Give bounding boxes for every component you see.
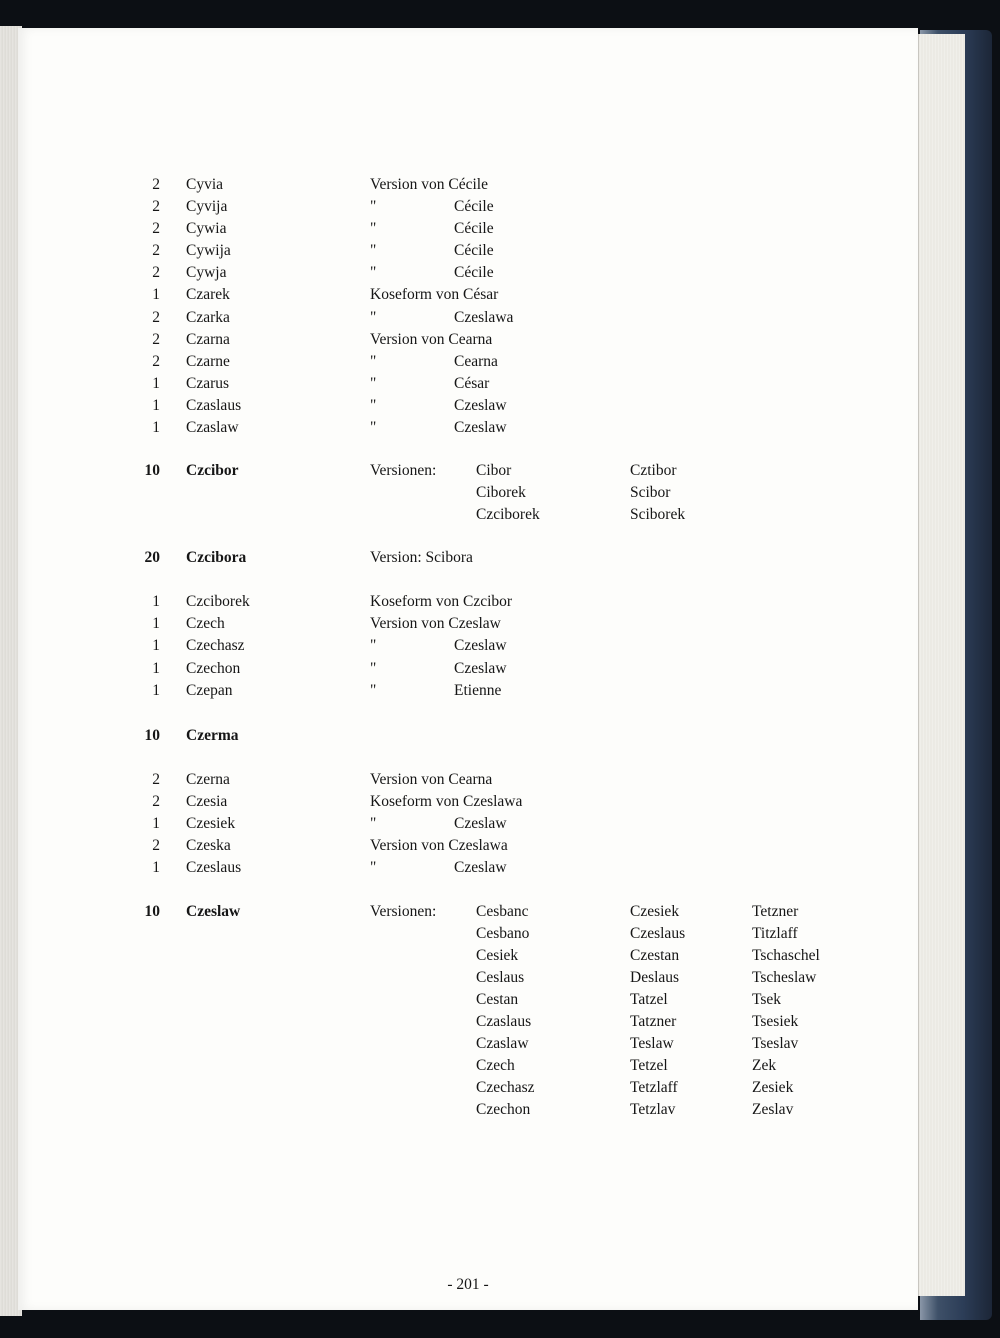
entry-row <box>18 857 918 879</box>
entry-row <box>18 967 918 989</box>
version-col-1: Czechasz <box>476 1079 535 1096</box>
version-col-1: Cesbanc <box>476 903 529 920</box>
entry-reference: Czeslaw <box>454 397 507 414</box>
entry-name: Czesiek <box>186 815 236 832</box>
entry-description: Koseform von Czeslawa <box>370 793 523 810</box>
version-col-3: Zeslav <box>752 1101 794 1118</box>
entry-row <box>18 547 918 569</box>
version-col-1: Czech <box>476 1057 515 1074</box>
version-col-1: Cesiek <box>476 947 519 964</box>
version-col-1: Cesbano <box>476 925 530 942</box>
entry-name: Czech <box>186 615 225 632</box>
entry-row <box>18 284 918 306</box>
entry-row <box>18 174 918 196</box>
entry-count: 1 <box>152 286 160 303</box>
version-col-2: Tetzlaff <box>630 1079 678 1096</box>
version-col-2: Tetzel <box>630 1057 668 1074</box>
name-entries-list <box>18 28 918 1310</box>
version-col-1: Czechon <box>476 1101 531 1118</box>
entry-row <box>18 901 918 923</box>
entry-reference: Etienne <box>454 682 502 699</box>
entry-row <box>18 658 918 680</box>
entry-row <box>18 395 918 417</box>
entry-row <box>18 307 918 329</box>
entry-name: Czeslaw <box>186 903 241 920</box>
version-col-3: Tschaschel <box>752 947 820 964</box>
entry-count: 1 <box>152 815 160 832</box>
entry-row <box>18 923 918 945</box>
version-col-2: Czestan <box>630 947 680 964</box>
version-col-1: Ciborek <box>476 484 526 501</box>
entry-count: 1 <box>152 419 160 436</box>
entry-reference: Cécile <box>454 198 494 215</box>
entry-row <box>18 989 918 1011</box>
entry-name: Cyvija <box>186 198 228 215</box>
entry-description: " <box>370 198 377 215</box>
entry-row <box>18 945 918 967</box>
entry-name: Czeslaus <box>186 859 242 876</box>
entry-row <box>18 1077 918 1099</box>
entry-name: Czarek <box>186 286 230 303</box>
entry-count: 1 <box>152 615 160 632</box>
entry-description: Version von Cécile <box>370 176 488 193</box>
entry-count: 2 <box>152 176 160 193</box>
version-col-1: Czaslaw <box>476 1035 529 1052</box>
entry-reference: Cearna <box>454 353 498 370</box>
entry-row <box>18 813 918 835</box>
entry-row <box>18 262 918 284</box>
page-number: - 201 - <box>447 1276 489 1293</box>
entry-name: Czcibora <box>186 549 247 566</box>
entry-row <box>18 1033 918 1055</box>
entry-name: Cywia <box>186 220 227 237</box>
version-col-2: Cztibor <box>630 462 677 479</box>
entry-reference: Cécile <box>454 264 494 281</box>
entry-description: " <box>370 375 377 392</box>
entry-count: 10 <box>144 727 160 744</box>
entry-name: Cyvia <box>186 176 224 193</box>
entry-count: 2 <box>152 353 160 370</box>
entry-row <box>18 417 918 439</box>
entry-description: " <box>370 660 377 677</box>
entry-row <box>18 218 918 240</box>
entry-description: Version: Scibora <box>370 549 473 566</box>
entry-name: Czepan <box>186 682 233 699</box>
entry-name: Cywija <box>186 242 231 259</box>
entry-reference: Cécile <box>454 220 494 237</box>
entry-name: Czerna <box>186 771 230 788</box>
entry-row <box>18 635 918 657</box>
entry-description: Versionen: <box>370 903 437 920</box>
entry-row <box>18 240 918 262</box>
version-col-3: Tscheslaw <box>752 969 817 986</box>
entry-row <box>18 725 918 747</box>
entry-row <box>18 1099 918 1121</box>
entry-reference: Czeslaw <box>454 637 507 654</box>
entry-name: Czaslaus <box>186 397 242 414</box>
entry-reference: Czeslawa <box>454 309 514 326</box>
entry-row <box>18 769 918 791</box>
entry-description: " <box>370 419 377 436</box>
entry-count: 1 <box>152 397 160 414</box>
entry-name: Czeska <box>186 837 231 854</box>
version-col-3: Titzlaff <box>752 925 798 942</box>
entry-description: " <box>370 353 377 370</box>
book-page <box>18 28 918 1310</box>
entry-row <box>18 351 918 373</box>
entry-count: 2 <box>152 264 160 281</box>
entry-reference: Czeslaw <box>454 419 507 436</box>
version-col-3: Tseslav <box>752 1035 799 1052</box>
entry-row <box>18 196 918 218</box>
entry-count: 1 <box>152 859 160 876</box>
entry-description: Koseform von César <box>370 286 499 303</box>
entry-count: 1 <box>152 682 160 699</box>
entry-name: Czaslaw <box>186 419 239 436</box>
entry-row <box>18 1011 918 1033</box>
entry-description: Koseform von Czcibor <box>370 593 513 610</box>
version-col-3: Tetzner <box>752 903 799 920</box>
version-col-2: Teslaw <box>630 1035 674 1052</box>
entry-name: Czechon <box>186 660 241 677</box>
version-col-1: Cibor <box>476 462 512 479</box>
entry-count: 2 <box>152 198 160 215</box>
entry-description: Version von Czeslaw <box>370 615 501 632</box>
entry-count: 10 <box>144 903 160 920</box>
entry-count: 2 <box>152 242 160 259</box>
entry-description: " <box>370 637 377 654</box>
entry-description: " <box>370 242 377 259</box>
version-col-2: Czesiek <box>630 903 680 920</box>
version-col-2: Sciborek <box>630 506 686 523</box>
entry-row <box>18 791 918 813</box>
entry-name: Czarus <box>186 375 230 392</box>
entry-description: " <box>370 264 377 281</box>
version-col-2: Tetzlav <box>630 1101 676 1118</box>
entry-row <box>18 1055 918 1077</box>
entry-count: 2 <box>152 220 160 237</box>
version-col-3: Tsesiek <box>752 1013 799 1030</box>
entry-name: Czerma <box>186 727 239 744</box>
book-page-edges <box>918 34 965 1296</box>
version-col-1: Czciborek <box>476 506 540 523</box>
entry-name: Cywja <box>186 264 227 281</box>
entry-count: 2 <box>152 771 160 788</box>
entry-count: 20 <box>144 549 160 566</box>
entry-name: Czechasz <box>186 637 245 654</box>
entry-description: " <box>370 309 377 326</box>
entry-row <box>18 482 918 504</box>
version-col-2: Tatzner <box>630 1013 677 1030</box>
entry-name: Czarna <box>186 331 230 348</box>
entry-name: Czcibor <box>186 462 239 479</box>
entry-row <box>18 504 918 526</box>
entry-description: " <box>370 815 377 832</box>
entry-row <box>18 591 918 613</box>
version-col-3: Zek <box>752 1057 777 1074</box>
version-col-3: Zesiek <box>752 1079 794 1096</box>
entry-description: Version von Cearna <box>370 771 493 788</box>
entry-description: Versionen: <box>370 462 437 479</box>
entry-count: 1 <box>152 593 160 610</box>
version-col-3: Tsek <box>752 991 782 1008</box>
entry-row <box>18 329 918 351</box>
entry-reference: Czeslaw <box>454 859 507 876</box>
entry-count: 2 <box>152 793 160 810</box>
version-col-2: Czeslaus <box>630 925 686 942</box>
entry-count: 1 <box>152 637 160 654</box>
version-col-1: Cestan <box>476 991 519 1008</box>
entry-row <box>18 680 918 702</box>
entry-description: " <box>370 220 377 237</box>
entry-reference: Czeslaw <box>454 660 507 677</box>
entry-reference: Czeslaw <box>454 815 507 832</box>
entry-name: Czciborek <box>186 593 250 610</box>
entry-description: " <box>370 859 377 876</box>
entry-name: Czarka <box>186 309 230 326</box>
entry-name: Czesia <box>186 793 228 810</box>
entry-row <box>18 460 918 482</box>
entry-count: 2 <box>152 309 160 326</box>
version-col-2: Scibor <box>630 484 671 501</box>
entry-count: 1 <box>152 375 160 392</box>
entry-count: 1 <box>152 660 160 677</box>
entry-row <box>18 613 918 635</box>
version-col-2: Tatzel <box>630 991 668 1008</box>
entry-count: 2 <box>152 331 160 348</box>
entry-description: Version von Czeslawa <box>370 837 508 854</box>
version-col-1: Czaslaus <box>476 1013 532 1030</box>
entry-reference: César <box>454 375 490 392</box>
version-col-1: Ceslaus <box>476 969 525 986</box>
entry-count: 2 <box>152 837 160 854</box>
entry-description: " <box>370 682 377 699</box>
entry-name: Czarne <box>186 353 230 370</box>
entry-reference: Cécile <box>454 242 494 259</box>
version-col-2: Deslaus <box>630 969 680 986</box>
entry-description: " <box>370 397 377 414</box>
entry-description: Version von Cearna <box>370 331 493 348</box>
entry-count: 10 <box>144 462 160 479</box>
entry-row <box>18 373 918 395</box>
entry-row <box>18 835 918 857</box>
